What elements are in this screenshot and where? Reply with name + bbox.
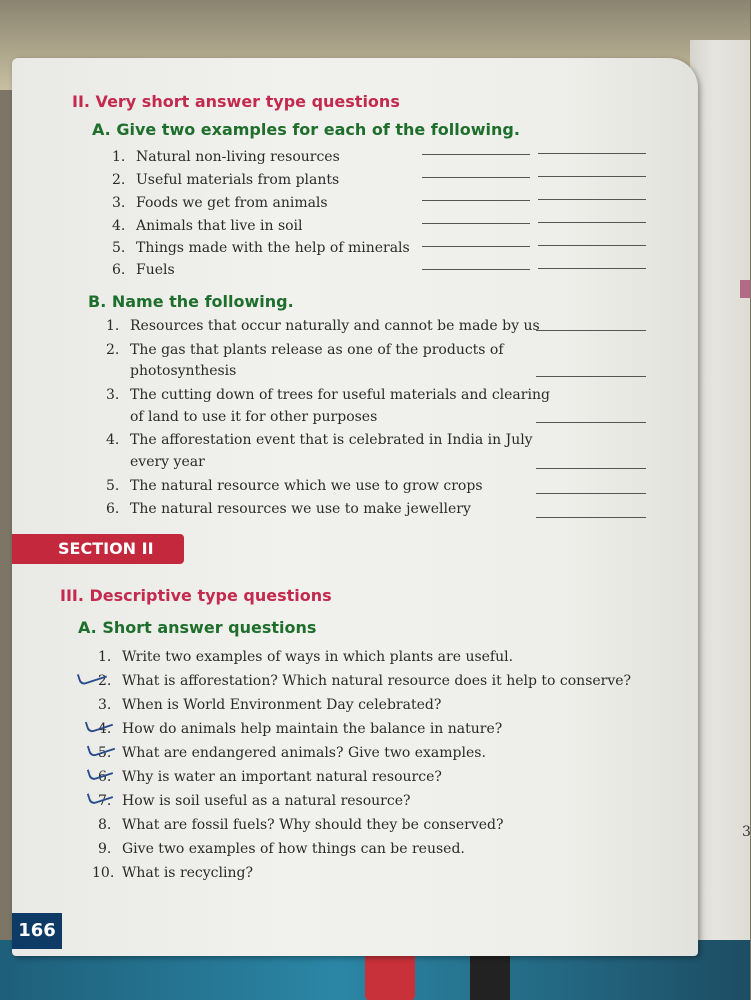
answer-blank xyxy=(422,269,530,270)
item-text: Why is water an important natural resource? xyxy=(122,769,442,785)
part-2a-heading: A. Give two examples for each of the following. xyxy=(92,120,520,139)
part-2a-item-2 xyxy=(112,172,339,188)
item-number: 5. xyxy=(98,745,112,761)
part-3a-item-9 xyxy=(98,841,465,857)
part-2b-item-3-cont: of land to use it for other purposes xyxy=(130,409,378,425)
answer-blank xyxy=(538,222,646,223)
item-text: The gas that plants release as one of the products of xyxy=(130,342,504,358)
item-number: 6. xyxy=(98,769,112,785)
answer-blank xyxy=(538,245,646,246)
section-banner: SECTION II xyxy=(12,534,184,564)
part-3a-item-7 xyxy=(98,793,411,809)
item-number: 3. xyxy=(112,195,126,211)
item-text: Resources that occur naturally and cannot be made by us xyxy=(130,318,540,334)
item-text: What are endangered animals? Give two examples. xyxy=(122,745,486,761)
item-number: 1. xyxy=(98,649,112,665)
facing-page-number: 3 xyxy=(742,824,751,840)
answer-blank xyxy=(422,154,530,155)
item-number: 1. xyxy=(106,318,120,334)
item-text: Write two examples of ways in which plants are useful. xyxy=(122,649,514,665)
item-number: 5. xyxy=(112,240,126,256)
answer-blank xyxy=(536,330,646,331)
part-3a-heading: A. Short answer questions xyxy=(78,618,317,637)
item-text: Animals that live in soil xyxy=(136,218,303,234)
part-3a-item-3 xyxy=(98,697,441,713)
item-number: 6. xyxy=(112,262,126,278)
part-3a-item-6 xyxy=(98,769,442,785)
answer-blank xyxy=(422,223,530,224)
item-number: 1. xyxy=(112,149,126,165)
part-2a-item-6 xyxy=(112,262,175,278)
item-number: 5. xyxy=(106,478,120,494)
answer-blank xyxy=(536,517,646,518)
answer-blank xyxy=(538,176,646,177)
item-number: 4. xyxy=(106,432,120,448)
answer-blank xyxy=(536,468,646,469)
part-3a-item-5 xyxy=(98,745,486,761)
item-text: What is afforestation? Which natural resource does it help to conserve? xyxy=(122,673,632,689)
item-text: Useful materials from plants xyxy=(136,172,340,188)
part-2b-item-5 xyxy=(106,478,483,494)
answer-blank xyxy=(422,200,530,201)
part-3a-item-8 xyxy=(98,817,504,833)
item-number: 2. xyxy=(98,673,112,689)
item-number: 10. xyxy=(92,865,115,881)
item-number: 2. xyxy=(112,172,126,188)
page-number: 166 xyxy=(12,913,62,949)
answer-blank xyxy=(538,199,646,200)
answer-blank xyxy=(536,422,646,423)
item-text: Natural non-living resources xyxy=(136,149,340,165)
answer-blank xyxy=(536,376,646,377)
answer-blank xyxy=(536,493,646,494)
part-2a-item-4 xyxy=(112,218,303,234)
answer-blank xyxy=(538,268,646,269)
part-2b-heading: B. Name the following. xyxy=(88,292,294,311)
item-number: 4. xyxy=(98,721,112,737)
item-text: When is World Environment Day celebrated? xyxy=(122,697,442,713)
part-2a-item-3 xyxy=(112,195,328,211)
part-3a-item-4 xyxy=(98,721,502,737)
item-text: The natural resource which we use to grow crops xyxy=(130,478,483,494)
item-text: What are fossil fuels? Why should they be conserved? xyxy=(122,817,504,833)
part-2b-item-2 xyxy=(106,342,504,358)
part-3a-item-1 xyxy=(98,649,513,665)
item-number: 7. xyxy=(98,793,112,809)
part-2b-item-3 xyxy=(106,387,550,403)
item-number: 8. xyxy=(98,817,112,833)
answer-blank xyxy=(422,177,530,178)
item-text: The cutting down of trees for useful materials and clearing xyxy=(130,387,550,403)
item-text: How do animals help maintain the balance in nature? xyxy=(122,721,503,737)
item-text: Things made with the help of minerals xyxy=(136,240,410,256)
part-2b-item-4-cont: every year xyxy=(130,454,205,470)
facing-page-edge xyxy=(690,40,750,960)
answer-blank xyxy=(538,153,646,154)
item-text: Give two examples of how things can be reused. xyxy=(122,841,465,857)
part-3a-item-10 xyxy=(92,865,253,881)
item-number: 3. xyxy=(106,387,120,403)
part-2b-item-6 xyxy=(106,501,471,517)
item-number: 6. xyxy=(106,501,120,517)
part-2b-item-4 xyxy=(106,432,533,448)
item-number: 9. xyxy=(98,841,112,857)
part-3-heading: III. Descriptive type questions xyxy=(60,586,332,605)
item-text: The natural resources we use to make jewellery xyxy=(130,501,471,517)
item-text: Fuels xyxy=(136,262,175,278)
textbook-page xyxy=(12,58,698,956)
part-2b-item-2-cont: photosynthesis xyxy=(130,363,237,379)
item-text: How is soil useful as a natural resource? xyxy=(122,793,411,809)
part-2a-item-1 xyxy=(112,149,340,165)
facing-page-tab xyxy=(740,280,750,298)
item-text: Foods we get from animals xyxy=(136,195,328,211)
answer-blank xyxy=(422,246,530,247)
part-2b-item-1 xyxy=(106,318,540,334)
item-number: 4. xyxy=(112,218,126,234)
item-number: 3. xyxy=(98,697,112,713)
item-text: The afforestation event that is celebrated in India in July xyxy=(130,432,533,448)
item-number: 2. xyxy=(106,342,120,358)
part-3a-item-2 xyxy=(98,673,631,689)
part-2a-item-5 xyxy=(112,240,410,256)
item-text: What is recycling? xyxy=(122,865,253,881)
part-2-heading: II. Very short answer type questions xyxy=(72,92,400,111)
